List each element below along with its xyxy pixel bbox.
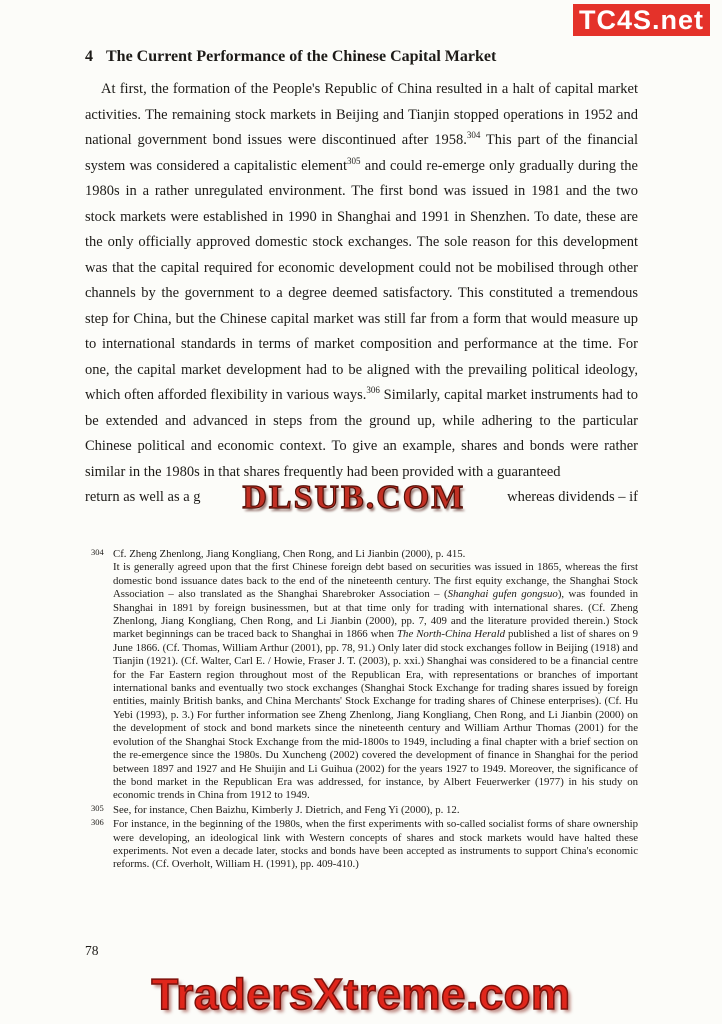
footnote-marker-304: 304 [466, 130, 481, 141]
footnote-305-text: See, for instance, Chen Baizhu, Kimberly J. Dietrich, and Feng Yi (2000), p. 12. [113, 803, 460, 816]
body-text-last-right: whereas dividends – if [507, 489, 638, 506]
watermark-tradersxtreme: TradersXtreme.com [151, 970, 571, 1019]
footnote-305-number: 305 [91, 802, 104, 813]
page-number: 78 [85, 943, 99, 958]
body-text-last-left: return as well as a g [85, 489, 201, 506]
watermark-tc4s: TC4S.net [573, 4, 710, 36]
footnote-304-continuation [113, 561, 638, 802]
body-paragraph [85, 77, 638, 485]
footnote-304-text-2: ), was founded in Shanghai in 1891 by foreign businessmen, but at that time only for trading with international shares. (Cf. Zheng Zhenlong, Jiang Kongliang, Chen Rong, and Li Jianbin (2000), pp. 7, 409 and the literature provided therein.) Stock market beginnings can be traced back to Shanghai in 1866 when [113, 588, 638, 641]
footnote-306 [85, 818, 638, 872]
footnote-marker-306: 306 [366, 385, 380, 396]
footnote-304-line1: Cf. Zheng Zhenlong, Jiang Kongliang, Chen Rong, and Li Jianbin (2000), p. 415. [113, 548, 466, 560]
footnote-306-body [113, 818, 638, 872]
footnote-304-body [113, 548, 638, 803]
footnote-304-text-1: It is generally agreed upon that the first Chinese foreign debt based on securities was issued in 1865, whereas the first domestic bond issuance dates back to the end of the nineteenth century. The first equity exchange, the Shanghai Stock Association – also translated as the Shanghai Sharebroker Association – ( [113, 561, 638, 601]
section-number: 4 [85, 48, 93, 65]
footnote-304-number: 304 [91, 547, 104, 557]
body-text-1: At first, the formation of the People's Republic of China resulted in a halt of capital market activities. The remaining stock markets in Beijing and Tianjin stopped operations in 1952 and national government bond issues were discontinued after 1958. [85, 81, 638, 148]
section-heading [85, 0, 638, 66]
footnote-304 [85, 548, 638, 803]
footnotes-section [85, 548, 638, 872]
footnote-306-number: 306 [91, 817, 104, 828]
body-text-3: and could re-emerge only gradually during the 1980s in a rather unregulated environment. The first bond was issued in 1981 and the two stock markets were established in 1990 in Shanghai and 1991 in Shenzhen. To date, these are the only officially approved domestic stock exchanges. The sole reason for this development was that the capital required for economic development could not be mobilised through other channels by the government to a degree deemed satisfactory. This constituted a tremendous step for China, but the Chinese capital market was still far from a form that would measure up to international standards in terms of market composition and performance at the time. For one, the capital market development had to be aligned with the prevailing political ideology, which often afforded flexibility in various ways. [85, 157, 638, 403]
section-title: The Current Performance of the Chinese Capital Market [106, 48, 497, 65]
watermark-dlsub: DLSUB.COM [242, 479, 466, 517]
footnote-304-text-3: published a list of shares on 9 June 1866. (Cf. Thomas, William Arthur (2001), pp. 78, 91.) Only later did stock exchanges follow in Beijing (1918) and Tianjin (1921). (Cf. Walter, Carl E. / Howie, Fraser J. T. (2003), p. xxi.) Shanghai was considered to be a financial centre for the Far Eastern region throughout most of the Republican Era, with representations or branches of important international banks and eventually two stock exchanges (Shanghai Stock Exchange for trading shares issued by foreign entities, mainly British banks, and China Merchants' Stock Exchange for trading shares of Chinese enterprises). (Cf. Hu Yebi (1993), p. 3.) For further information see Zheng Zhenlong, Jiang Kongliang, Chen Rong, and Li Jianbin (2000) on the development of stock and bond markets since the nineteenth century and William Arthur Thomas (2001) for the evolution of the Shanghai Stock Exchange from the mid-1800s to 1949, including a final chapter with a brief section on the re-emergence since the 1980s. Du Xuncheng (2002) covered the development of finance in Shanghai for the period between 1897 and 1927 and He Shuijin and Li Guihua (2002) for the years 1927 to 1949. Moreover, the significance of the bond market in the Republican Era was addressed, for instance, by Albert Feuerwerker (1977) in his study on economic trends in China from 1912 to 1949. [113, 628, 639, 802]
body-text-2: This part of the financial system was considered a capitalistic element [85, 132, 639, 174]
body-text-4: Similarly, capital market instruments had to be extended and advanced in steps from the ground up, while adhering to the particular Chinese political and economic context. To give an example, shares and bonds were rather similar in the 1980s in that shares frequently had been provided with a guaranteed [85, 387, 638, 480]
footnote-305 [85, 804, 638, 817]
page-content [85, 0, 638, 873]
body-last-line [85, 479, 638, 517]
footnote-304-italic-2: The North-China Herald [397, 628, 505, 641]
footnote-305-body [113, 804, 638, 817]
footnote-304-italic-1: Shanghai gufen gongsuo [447, 588, 558, 601]
footnote-306-text: For instance, in the beginning of the 1980s, when the first experiments with so-called socialist forms of share ownership were developing, an ideological link with Western concepts of shares and stock markets would have halted these experiments. Not even a decade later, stocks and bonds have been accepted as instruments to support China's economic reforms. (Cf. Overholt, William H. (1991), pp. 409-410.) [113, 818, 638, 871]
footnote-marker-305: 305 [347, 155, 361, 166]
